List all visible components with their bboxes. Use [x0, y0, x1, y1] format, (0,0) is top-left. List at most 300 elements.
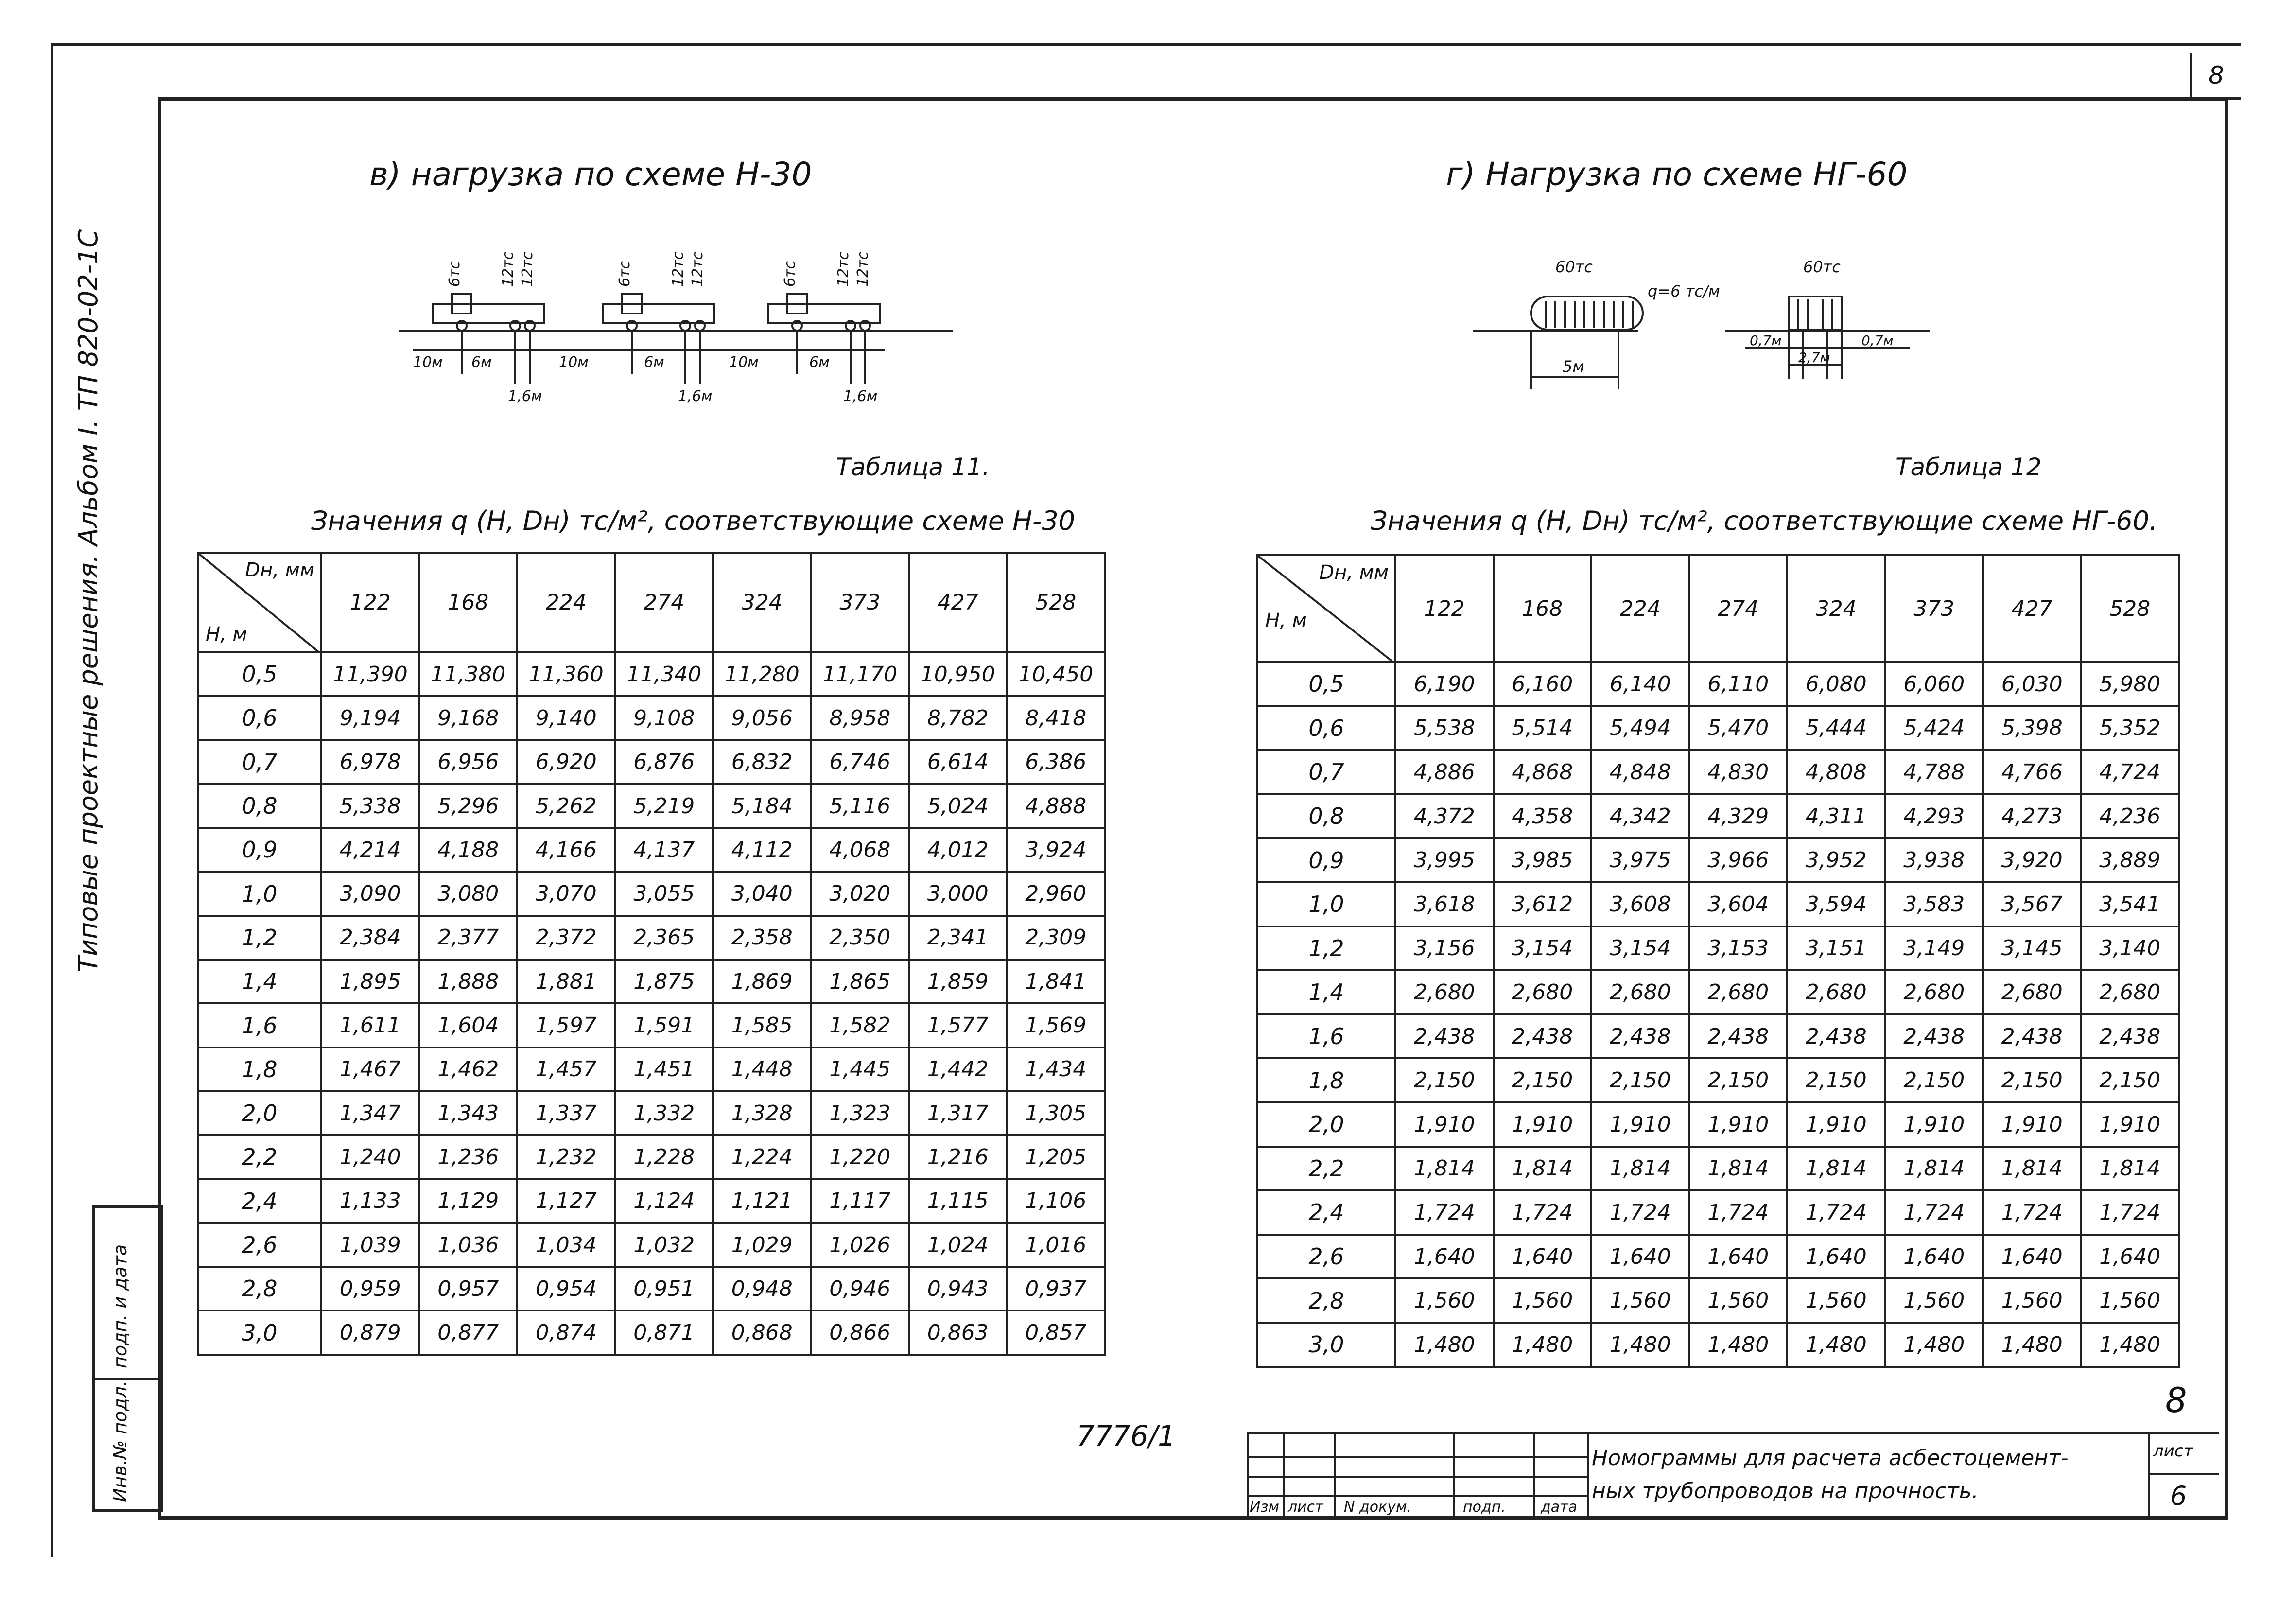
- table-cell: 2,150: [1689, 1058, 1788, 1102]
- table-cell: 1,323: [811, 1091, 909, 1135]
- table-cell: 3,070: [517, 872, 615, 915]
- table-cell: 5,980: [2081, 662, 2179, 706]
- row-header-depth: 0,5: [1257, 662, 1395, 706]
- table-cell: 1,434: [1007, 1048, 1105, 1091]
- table-cell: 4,358: [1494, 794, 1592, 838]
- side-title: Типовые проектные решения. Альбом I. ТП 820-02-1С: [73, 229, 104, 972]
- table-cell: 1,611: [321, 1003, 419, 1047]
- table-cell: 4,372: [1395, 794, 1494, 838]
- table-cell: 1,560: [1494, 1278, 1592, 1323]
- table-cell: 9,056: [713, 696, 811, 740]
- corner-row-label: Н, м: [1265, 610, 1307, 632]
- table-cell: 6,746: [811, 740, 909, 784]
- table-cell: 3,154: [1591, 926, 1689, 971]
- table-cell: 6,920: [517, 740, 615, 784]
- table-cell: 1,724: [1689, 1190, 1788, 1235]
- table-row: [1257, 706, 2179, 751]
- table-12-label: Таблица 12: [1896, 453, 2042, 481]
- dim-label: 1,6м: [508, 388, 542, 405]
- table-cell: 1,480: [1983, 1323, 2081, 1367]
- dim-label: 2,7м: [1798, 349, 1830, 366]
- table-cell: 2,350: [811, 916, 909, 960]
- title-block-rule: [1247, 1434, 1249, 1520]
- dim-label: 1,6м: [843, 388, 878, 405]
- table-cell: 4,293: [1885, 794, 1983, 838]
- table-cell: 5,338: [321, 784, 419, 828]
- row-header-depth: 1,2: [1257, 926, 1395, 971]
- table-cell: 4,868: [1494, 750, 1592, 794]
- row-header-depth: 0,7: [198, 740, 321, 784]
- table-cell: 2,438: [2081, 1014, 2179, 1059]
- table-cell: 1,724: [1494, 1190, 1592, 1235]
- stamp-label-change: Изм: [1250, 1499, 1280, 1516]
- row-header-depth: 2,0: [198, 1091, 321, 1135]
- table-cell: 6,030: [1983, 662, 2081, 706]
- row-header-depth: 1,6: [198, 1003, 321, 1047]
- table-cell: 5,262: [517, 784, 615, 828]
- row-header-depth: 2,6: [198, 1223, 321, 1267]
- table-row: [198, 1267, 1105, 1310]
- column-header: 427: [1983, 555, 2081, 662]
- table-cell: 0,868: [713, 1310, 811, 1354]
- table-cell: 2,150: [1787, 1058, 1885, 1102]
- table-cell: 0,877: [419, 1310, 518, 1354]
- table-cell: 1,560: [1983, 1278, 2081, 1323]
- row-header-depth: 2,6: [1257, 1235, 1395, 1279]
- row-header-depth: 2,4: [1257, 1190, 1395, 1235]
- table-cell: 1,910: [1591, 1102, 1689, 1147]
- row-header-depth: 1,8: [1257, 1058, 1395, 1102]
- row-header-depth: 2,2: [198, 1135, 321, 1179]
- table-cell: 3,952: [1787, 838, 1885, 882]
- table-cell: 1,869: [713, 960, 811, 1003]
- table-cell: 11,390: [321, 652, 419, 696]
- table-cell: 5,024: [909, 784, 1007, 828]
- table-cell: 8,958: [811, 696, 909, 740]
- table-cell: 1,036: [419, 1223, 518, 1267]
- table-cell: 6,876: [615, 740, 713, 784]
- table-cell: 1,228: [615, 1135, 713, 1179]
- load-label: 12тс: [500, 251, 517, 287]
- table-cell: 0,959: [321, 1267, 419, 1310]
- column-header: 274: [615, 553, 713, 652]
- column-header: 224: [517, 553, 615, 652]
- right-heading: г) Нагрузка по схеме НГ-60: [1446, 156, 1908, 193]
- table-cell: 2,438: [1591, 1014, 1689, 1059]
- table-cell: 3,080: [419, 872, 518, 915]
- column-header: 324: [713, 553, 811, 652]
- table-cell: 0,866: [811, 1310, 909, 1354]
- corner-col-label: Dн, мм: [1319, 561, 1389, 584]
- table-cell: 3,541: [2081, 882, 2179, 926]
- table-cell: 1,814: [1494, 1147, 1592, 1191]
- table-cell: 9,194: [321, 696, 419, 740]
- table-cell: 1,640: [1689, 1235, 1788, 1279]
- table-cell: 1,560: [1591, 1278, 1689, 1323]
- table-cell: 2,358: [713, 916, 811, 960]
- table-cell: 1,881: [517, 960, 615, 1003]
- table-cell: 6,140: [1591, 662, 1689, 706]
- table-cell: 4,137: [615, 828, 713, 872]
- table-cell: 2,680: [1787, 970, 1885, 1014]
- title-block: [1247, 1432, 2219, 1520]
- table-row: [1257, 1235, 2179, 1279]
- table-cell: 1,724: [2081, 1190, 2179, 1235]
- table-cell: 1,888: [419, 960, 518, 1003]
- table-cell: 5,352: [2081, 706, 2179, 751]
- table-cell: 1,024: [909, 1223, 1007, 1267]
- table-cell: 3,149: [1885, 926, 1983, 971]
- column-header: 528: [2081, 555, 2179, 662]
- table-cell: 1,724: [1395, 1190, 1494, 1235]
- table-cell: 1,859: [909, 960, 1007, 1003]
- table-row: [1257, 1058, 2179, 1102]
- table-cell: 1,640: [1494, 1235, 1592, 1279]
- table-cell: 6,060: [1885, 662, 1983, 706]
- table-cell: 5,514: [1494, 706, 1592, 751]
- row-header-depth: 0,9: [1257, 838, 1395, 882]
- table-cell: 5,296: [419, 784, 518, 828]
- h30-scheme-diagram: [399, 228, 972, 413]
- stamp-title-line: ных трубопроводов на прочность.: [1592, 1479, 1979, 1504]
- load-label: 12тс: [670, 251, 687, 287]
- table-cell: 1,910: [1787, 1102, 1885, 1147]
- table-row: [1257, 1278, 2179, 1323]
- table-cell: 1,560: [1689, 1278, 1788, 1323]
- table-cell: 1,910: [2081, 1102, 2179, 1147]
- table-cell: 1,451: [615, 1048, 713, 1091]
- load-label: 6тс: [616, 261, 633, 287]
- table-cell: 2,377: [419, 916, 518, 960]
- dim-label: 0,7м: [1861, 332, 1894, 349]
- row-header-depth: 1,4: [1257, 970, 1395, 1014]
- corner-row-label: Н, м: [206, 623, 247, 646]
- stamp-sheet-label: лист: [2153, 1441, 2193, 1461]
- table-cell: 1,121: [713, 1179, 811, 1223]
- table-cell: 1,560: [1787, 1278, 1885, 1323]
- table-row: [1257, 1014, 2179, 1059]
- table-cell: 2,150: [1591, 1058, 1689, 1102]
- table-cell: 1,560: [1885, 1278, 1983, 1323]
- table-cell: 3,156: [1395, 926, 1494, 971]
- table-cell: 11,380: [419, 652, 518, 696]
- table-row: [1257, 1190, 2179, 1235]
- side-stamp-label-sign: подп. и дата: [109, 1244, 131, 1368]
- corner-col-label: Dн, мм: [245, 559, 314, 581]
- table-cell: 1,343: [419, 1091, 518, 1135]
- table-cell: 2,438: [1787, 1014, 1885, 1059]
- table-12: [1256, 554, 2180, 1368]
- row-header-depth: 0,6: [1257, 706, 1395, 751]
- row-header-depth: 0,5: [198, 652, 321, 696]
- table-row: [198, 872, 1105, 915]
- column-header: 122: [1395, 555, 1494, 662]
- table-cell: 3,966: [1689, 838, 1788, 882]
- table-row: [198, 1091, 1105, 1135]
- table-cell: 2,341: [909, 916, 1007, 960]
- table-cell: 1,640: [1885, 1235, 1983, 1279]
- table-cell: 1,224: [713, 1135, 811, 1179]
- dim-label: 6м: [644, 354, 664, 371]
- table-cell: 1,814: [1689, 1147, 1788, 1191]
- stamp-sheet-number: 6: [2170, 1481, 2187, 1511]
- table-cell: 6,614: [909, 740, 1007, 784]
- table-cell: 6,110: [1689, 662, 1788, 706]
- row-header-depth: 0,6: [198, 696, 321, 740]
- table-cell: 2,150: [1983, 1058, 2081, 1102]
- title-block-rule: [2148, 1434, 2150, 1520]
- table-cell: 3,995: [1395, 838, 1494, 882]
- table-cell: 2,680: [1591, 970, 1689, 1014]
- load-label: 6тс: [782, 261, 799, 287]
- table-cell: 1,724: [1983, 1190, 2081, 1235]
- load-label: 60тс: [1555, 258, 1593, 276]
- table-row: [1257, 662, 2179, 706]
- table-cell: 1,582: [811, 1003, 909, 1047]
- table-cell: 3,140: [2081, 926, 2179, 971]
- table-cell: 4,766: [1983, 750, 2081, 794]
- table-row: [198, 1003, 1105, 1047]
- table-cell: 4,236: [2081, 794, 2179, 838]
- table-cell: 3,975: [1591, 838, 1689, 882]
- row-header-depth: 2,2: [1257, 1147, 1395, 1191]
- table-cell: 1,442: [909, 1048, 1007, 1091]
- table-cell: 1,232: [517, 1135, 615, 1179]
- table-cell: 1,305: [1007, 1091, 1105, 1135]
- table-cell: 4,214: [321, 828, 419, 872]
- table-row: [1257, 838, 2179, 882]
- table-cell: 1,591: [615, 1003, 713, 1047]
- column-header: 168: [419, 553, 518, 652]
- title-block-rule: [1247, 1456, 1587, 1458]
- table-cell: 0,946: [811, 1267, 909, 1310]
- table-cell: 5,219: [615, 784, 713, 828]
- table-cell: 1,445: [811, 1048, 909, 1091]
- stamp-title-line: Номограммы для расчета асбестоцемент-: [1592, 1446, 2069, 1470]
- table-cell: 5,398: [1983, 706, 2081, 751]
- table-cell: 1,127: [517, 1179, 615, 1223]
- table-row: [198, 960, 1105, 1003]
- table-cell: 5,444: [1787, 706, 1885, 751]
- title-block-rule: [1247, 1476, 1587, 1478]
- row-header-depth: 2,8: [1257, 1278, 1395, 1323]
- table-row: [1257, 926, 2179, 971]
- table-cell: 1,724: [1787, 1190, 1885, 1235]
- table-cell: 1,560: [2081, 1278, 2179, 1323]
- table-cell: 2,680: [2081, 970, 2179, 1014]
- table-cell: 1,216: [909, 1135, 1007, 1179]
- table-cell: 11,360: [517, 652, 615, 696]
- table-cell: 11,340: [615, 652, 713, 696]
- dim-label: 6м: [471, 354, 492, 371]
- table-cell: 3,604: [1689, 882, 1788, 926]
- table-cell: 1,814: [1395, 1147, 1494, 1191]
- table-row: [1257, 794, 2179, 838]
- table-cell: 2,438: [1494, 1014, 1592, 1059]
- table-cell: 5,494: [1591, 706, 1689, 751]
- table-cell: 0,871: [615, 1310, 713, 1354]
- table-cell: 1,480: [1689, 1323, 1788, 1367]
- table-cell: 3,153: [1689, 926, 1788, 971]
- row-header-depth: 1,4: [198, 960, 321, 1003]
- table-cell: 1,814: [2081, 1147, 2179, 1191]
- table-cell: 10,450: [1007, 652, 1105, 696]
- table-cell: 6,832: [713, 740, 811, 784]
- side-stamp-cell: [95, 1380, 158, 1507]
- sheet-number: 8: [2190, 53, 2241, 100]
- column-header: 224: [1591, 555, 1689, 662]
- dim-label: 10м: [559, 354, 589, 371]
- table-cell: 3,938: [1885, 838, 1983, 882]
- table-row: [198, 828, 1105, 872]
- table-cell: 1,814: [1591, 1147, 1689, 1191]
- table-12-caption: Значения q (Н, Dн) тс/м², соответствующие схеме НГ-60.: [1371, 506, 2158, 536]
- table-row: [198, 696, 1105, 740]
- table-cell: 1,347: [321, 1091, 419, 1135]
- table-cell: 1,457: [517, 1048, 615, 1091]
- table-11: [197, 552, 1106, 1356]
- side-stamp: [92, 1205, 163, 1512]
- row-header-depth: 3,0: [1257, 1323, 1395, 1367]
- table-row: [198, 1310, 1105, 1354]
- table-cell: 1,875: [615, 960, 713, 1003]
- table-cell: 3,040: [713, 872, 811, 915]
- table-cell: 0,951: [615, 1267, 713, 1310]
- row-header-depth: 3,0: [198, 1310, 321, 1354]
- load-label: 6тс: [446, 261, 463, 287]
- table-cell: 2,150: [1885, 1058, 1983, 1102]
- table-cell: 3,567: [1983, 882, 2081, 926]
- table-row: [198, 1179, 1105, 1223]
- title-block-rule: [1247, 1495, 1587, 1497]
- table-cell: 3,889: [2081, 838, 2179, 882]
- title-block-rule: [1587, 1434, 1589, 1520]
- table-cell: 0,879: [321, 1310, 419, 1354]
- table-cell: 1,640: [1395, 1235, 1494, 1279]
- table-cell: 1,133: [321, 1179, 419, 1223]
- table-cell: 1,480: [1494, 1323, 1592, 1367]
- table-cell: 3,020: [811, 872, 909, 915]
- table-cell: 1,115: [909, 1179, 1007, 1223]
- table-cell: 9,108: [615, 696, 713, 740]
- title-block-rule: [1533, 1434, 1535, 1520]
- table-cell: 5,116: [811, 784, 909, 828]
- table-cell: 3,920: [1983, 838, 2081, 882]
- table-cell: 2,150: [1494, 1058, 1592, 1102]
- q-label: q=6 тс/м: [1648, 282, 1720, 300]
- table-cell: 2,309: [1007, 916, 1105, 960]
- row-header-depth: 2,4: [198, 1179, 321, 1223]
- table-cell: 1,569: [1007, 1003, 1105, 1047]
- table-cell: 3,924: [1007, 828, 1105, 872]
- table-cell: 0,957: [419, 1267, 518, 1310]
- table-cell: 1,317: [909, 1091, 1007, 1135]
- row-header-depth: 1,2: [198, 916, 321, 960]
- table-cell: 1,034: [517, 1223, 615, 1267]
- table-cell: 10,950: [909, 652, 1007, 696]
- table-cell: 1,124: [615, 1179, 713, 1223]
- row-header-depth: 0,9: [198, 828, 321, 872]
- table-row: [198, 740, 1105, 784]
- table-cell: 4,830: [1689, 750, 1788, 794]
- table-cell: 4,808: [1787, 750, 1885, 794]
- title-block-rule: [2148, 1473, 2219, 1475]
- table-cell: 2,384: [321, 916, 419, 960]
- column-header: 274: [1689, 555, 1788, 662]
- table-cell: 1,640: [1787, 1235, 1885, 1279]
- table-row: [1257, 1323, 2179, 1367]
- table-cell: 1,841: [1007, 960, 1105, 1003]
- table-cell: 1,577: [909, 1003, 1007, 1047]
- row-header-depth: 1,6: [1257, 1014, 1395, 1059]
- ng60-scheme-diagram: [1473, 253, 1968, 399]
- table-cell: 9,140: [517, 696, 615, 740]
- table-cell: 1,724: [1885, 1190, 1983, 1235]
- load-label: 12тс: [854, 251, 871, 287]
- table-row: [198, 784, 1105, 828]
- table-cell: 4,012: [909, 828, 1007, 872]
- table-cell: 1,895: [321, 960, 419, 1003]
- table-cell: 1,640: [1983, 1235, 2081, 1279]
- table-cell: 1,480: [1885, 1323, 1983, 1367]
- table-cell: 1,910: [1494, 1102, 1592, 1147]
- dim-label: 10м: [729, 354, 759, 371]
- table-cell: 1,240: [321, 1135, 419, 1179]
- table-cell: 2,680: [1395, 970, 1494, 1014]
- table-cell: 3,618: [1395, 882, 1494, 926]
- table-cell: 1,220: [811, 1135, 909, 1179]
- table-cell: 3,583: [1885, 882, 1983, 926]
- stamp-label-doc: N докум.: [1344, 1499, 1412, 1516]
- table-cell: 3,608: [1591, 882, 1689, 926]
- table-cell: 1,117: [811, 1179, 909, 1223]
- table-cell: 2,680: [1885, 970, 1983, 1014]
- table-cell: 3,985: [1494, 838, 1592, 882]
- stamp-label-sign: подп.: [1463, 1499, 1506, 1516]
- table-cell: 6,956: [419, 740, 518, 784]
- stamp-title: [1592, 1442, 2069, 1508]
- table-cell: 1,328: [713, 1091, 811, 1135]
- stamp-label-sheet: лист: [1288, 1499, 1323, 1516]
- title-block-rule: [1283, 1434, 1285, 1520]
- table-cell: 4,848: [1591, 750, 1689, 794]
- table-cell: 4,788: [1885, 750, 1983, 794]
- table-cell: 1,032: [615, 1223, 713, 1267]
- table-cell: 2,438: [1689, 1014, 1788, 1059]
- table-cell: 1,462: [419, 1048, 518, 1091]
- table-cell: 1,467: [321, 1048, 419, 1091]
- column-header: 122: [321, 553, 419, 652]
- table-row: [1257, 882, 2179, 926]
- row-header-depth: 0,8: [198, 784, 321, 828]
- table-cell: 3,612: [1494, 882, 1592, 926]
- table-cell: 1,106: [1007, 1179, 1105, 1223]
- dim-label: 0,7м: [1750, 332, 1782, 349]
- table-corner: [198, 553, 321, 652]
- table-cell: 11,280: [713, 652, 811, 696]
- table-cell: 1,910: [1395, 1102, 1494, 1147]
- table-cell: 4,166: [517, 828, 615, 872]
- page-mark: 8: [2165, 1380, 2187, 1420]
- table-cell: 2,960: [1007, 872, 1105, 915]
- table-cell: 3,090: [321, 872, 419, 915]
- table-cell: 2,438: [1885, 1014, 1983, 1059]
- dim-label: 1,6м: [678, 388, 713, 405]
- table-cell: 0,863: [909, 1310, 1007, 1354]
- table-cell: 1,236: [419, 1135, 518, 1179]
- table-cell: 1,480: [1395, 1323, 1494, 1367]
- left-heading: в) нагрузка по схеме Н-30: [369, 156, 812, 193]
